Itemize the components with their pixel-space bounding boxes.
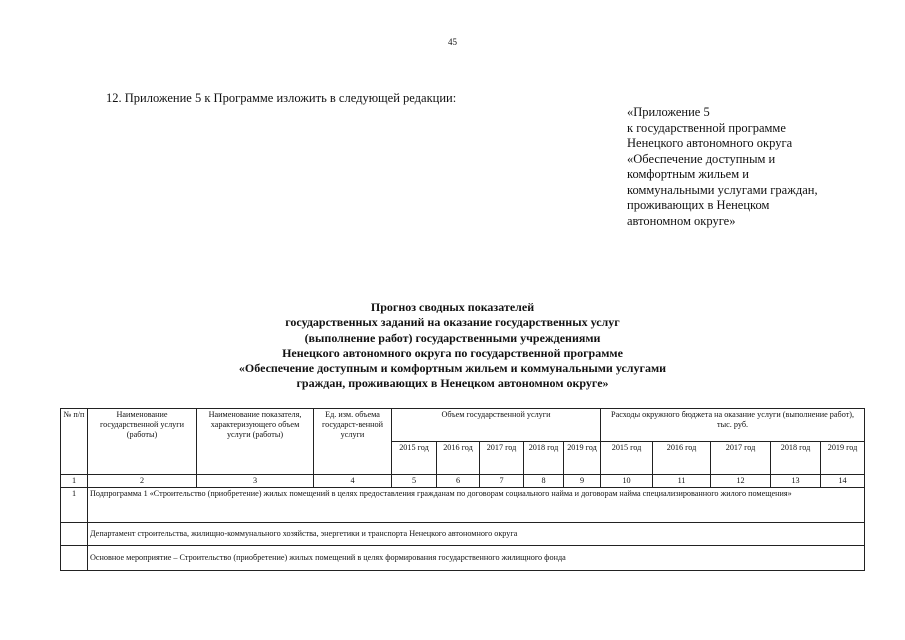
- column-number: 7: [480, 475, 524, 488]
- row-number: [61, 546, 88, 571]
- table-row: [61, 546, 865, 571]
- header-indicator: Наименование показателя, характеризующего объем услуги (работы): [197, 409, 314, 475]
- budget-year: 2017 год: [711, 442, 771, 475]
- appendix-line: Ненецкого автономного округа: [627, 136, 793, 150]
- volume-year: 2018 год: [524, 442, 564, 475]
- table-row: [61, 523, 865, 546]
- title-line: (выполнение работ) государственными учреждениями: [304, 330, 601, 345]
- column-number-row: [61, 475, 865, 488]
- volume-year: 2019 год: [564, 442, 601, 475]
- title-line: Прогноз сводных показателей: [370, 300, 535, 314]
- page-number: 45: [448, 37, 457, 47]
- appendix-line: автономном округе»: [627, 213, 736, 228]
- header-num: № п/п: [61, 409, 88, 475]
- volume-year: 2017 год: [480, 442, 524, 475]
- appendix-header: [627, 105, 818, 229]
- appendix-line: «Приложение 5: [627, 105, 710, 119]
- volume-year: 2016 год: [437, 442, 480, 475]
- header-unit: Ед. изм. объема государст-венной услуги: [314, 409, 392, 475]
- table-row: [61, 488, 865, 523]
- department-text: Департамент строительства, жилищно-коммунального хозяйства, энергетики и транспорта Ненецкого автономного округа: [88, 523, 865, 546]
- title-line: Ненецкого автономного округа по государственной программе: [282, 345, 623, 360]
- column-number: 8: [524, 475, 564, 488]
- budget-year: 2016 год: [653, 442, 711, 475]
- main-activity-text: Основное мероприятие – Строительство (приобретение) жилых помещений в целях формирования государственного жилищного фонда: [88, 546, 865, 571]
- budget-year: 2019 год: [821, 442, 865, 475]
- header-budget: Расходы окружного бюджета на оказание услуги (выполнение работ), тыс. руб.: [601, 409, 865, 442]
- appendix-line: комфортным жильем и: [627, 167, 749, 181]
- forecast-table: [60, 408, 865, 571]
- row-number: [61, 523, 88, 546]
- title-line: граждан, проживающих в Ненецком автономном округе»: [296, 376, 609, 391]
- appendix-line: «Обеспечение доступным и: [627, 151, 776, 166]
- budget-year: 2018 год: [771, 442, 821, 475]
- budget-year: 2015 год: [601, 442, 653, 475]
- column-number: 10: [601, 475, 653, 488]
- column-number: 5: [392, 475, 437, 488]
- column-number: 9: [564, 475, 601, 488]
- column-number: 4: [314, 475, 392, 488]
- amendment-instruction: 12. Приложение 5 к Программе изложить в следующей редакции:: [106, 91, 457, 105]
- column-number: 11: [653, 475, 711, 488]
- column-number: 14: [821, 475, 865, 488]
- column-number: 1: [61, 475, 88, 488]
- document-title: [0, 300, 905, 392]
- row-number: 1: [61, 488, 88, 523]
- appendix-line: проживающих в Ненецком: [627, 198, 770, 212]
- appendix-line: к государственной программе: [627, 120, 786, 135]
- subprogram-text: Подпрограмма 1 «Строительство (приобретение) жилых помещений в целях предоставления гражданам по договорам социального найма и договорам найма специализированного жилого помещения»: [88, 488, 865, 523]
- title-line: «Обеспечение доступным и комфортным жильем и коммунальными услугами: [238, 361, 667, 376]
- header-service: Наименование государственной услуги (работы): [88, 409, 197, 475]
- header-volume: Объем государственной услуги: [392, 409, 601, 442]
- column-number: 12: [711, 475, 771, 488]
- column-number: 13: [771, 475, 821, 488]
- column-number: 6: [437, 475, 480, 488]
- column-number: 2: [88, 475, 197, 488]
- title-line: государственных заданий на оказание государственных услуг: [285, 315, 620, 330]
- appendix-line: коммунальными услугами граждан,: [627, 182, 818, 197]
- column-number: 3: [197, 475, 314, 488]
- volume-year: 2015 год: [392, 442, 437, 475]
- header-row: [61, 409, 865, 442]
